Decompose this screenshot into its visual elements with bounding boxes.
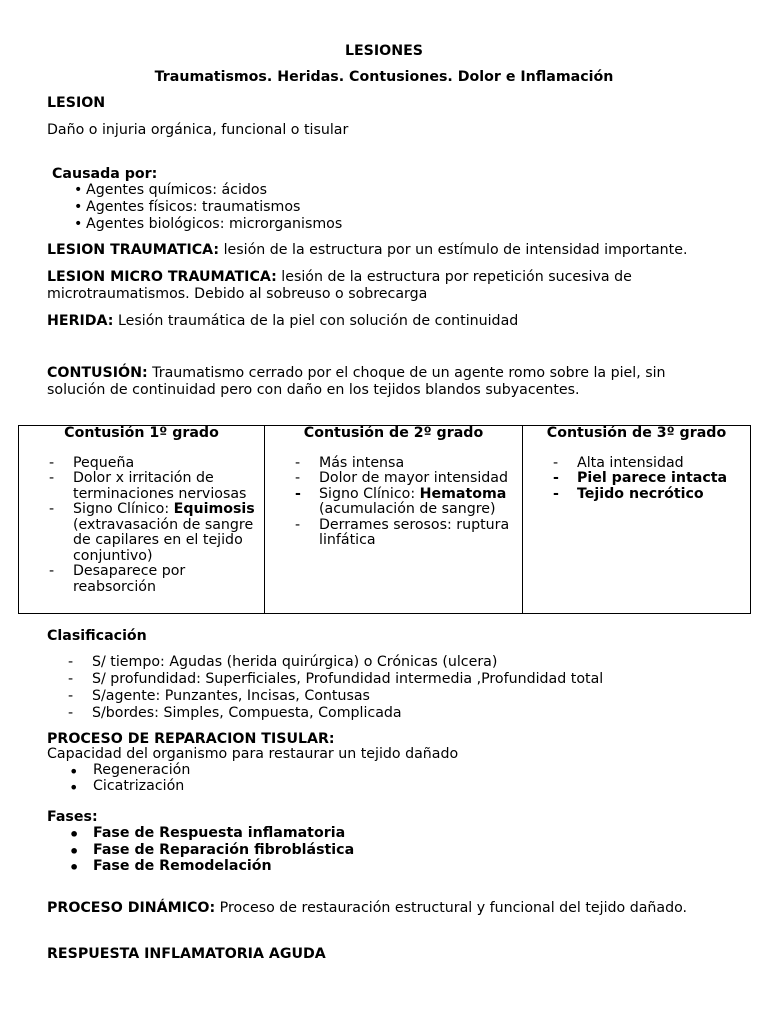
contusion-grades-table	[18, 425, 751, 614]
fase-item: • Fase de Reparación fibroblástica	[93, 843, 354, 859]
lesion-definition: Daño o injuria orgánica, funcional o tisular	[47, 122, 349, 138]
list-item: - Alta intensidad	[523, 456, 750, 472]
item-text: Dolor x irritación de	[73, 470, 214, 487]
item-text: Signo Clínico:	[73, 501, 174, 518]
clasificacion-item: - S/ tiempo: Agudas (herida quirúrgica) o Crónicas (ulcera)	[92, 655, 497, 671]
definition-text: lesión de la estructura por repetición sucesiva de	[276, 269, 632, 285]
fase-item: • Fase de Remodelación	[93, 859, 272, 875]
reparacion-heading: PROCESO DE REPARACION TISULAR:	[47, 731, 335, 747]
item-text: linfática	[319, 532, 376, 549]
item-text: (extravasación de sangre	[73, 516, 254, 533]
list-item: - Más intensa	[265, 456, 522, 472]
reparacion-definition: Capacidad del organismo para restaurar un tejido dañado	[47, 746, 459, 762]
item-bold: Equimosis	[173, 501, 255, 518]
contusion-continued: solución de continuidad pero con daño en los tejidos blandos subyacentes.	[47, 382, 580, 398]
lesion-traumatica-paragraph	[47, 243, 687, 259]
term: HERIDA:	[47, 313, 114, 329]
list-item: - Dolor de mayor intensidad	[265, 471, 522, 487]
clasificacion-item: - S/ profundidad: Superficiales, Profundidad intermedia ,Profundidad total	[92, 672, 603, 688]
grade-2-cell	[265, 426, 523, 614]
reparacion-item: • Regeneración	[93, 763, 190, 779]
item-text: (acumulación de sangre)	[319, 501, 496, 518]
cause-item: • Agentes biológicos: microrganismos	[86, 217, 342, 233]
item-text: reabsorción	[73, 578, 156, 595]
definition-text: Proceso de restauración estructural y funcional del tejido dañado.	[215, 900, 688, 916]
contusion-paragraph	[47, 366, 666, 382]
item-text: Signo Clínico:	[319, 485, 420, 502]
cause-item: • Agentes físicos: traumatismos	[86, 200, 300, 216]
item-text: de capilares en el tejido	[73, 532, 243, 549]
clasificacion-item: - S/agente: Punzantes, Incisas, Contusas	[92, 689, 370, 705]
item-text: terminaciones nerviosas	[73, 485, 247, 502]
document-subtitle: Traumatismos. Heridas. Contusiones. Dolor e Inflamación	[154, 69, 614, 85]
grade-3-header: Contusión de 3º grado	[546, 425, 727, 441]
list-item	[265, 487, 522, 518]
definition-text: Traumatismo cerrado por el choque de un agente romo sobre la piel, sin	[147, 365, 666, 381]
list-item: - Pequeña	[19, 456, 264, 472]
herida-paragraph	[47, 314, 518, 330]
grade-2-list	[265, 456, 522, 549]
term: LESION TRAUMATICA:	[47, 242, 220, 258]
list-item	[19, 564, 264, 595]
item-text: conjuntivo)	[73, 547, 153, 564]
term: LESION MICRO TRAUMATICA:	[47, 269, 277, 285]
list-item	[265, 518, 522, 549]
grade-2-header: Contusión de 2º grado	[303, 425, 484, 441]
term: PROCESO DINÁMICO:	[47, 900, 216, 916]
lesion-micro-continued: microtraumatismos. Debido al sobreuso o sobrecarga	[47, 286, 428, 302]
item-bold: Hematoma	[419, 485, 507, 502]
lesion-micro-paragraph	[47, 270, 632, 286]
item-text: Derrames serosos: ruptura	[319, 516, 510, 533]
list-item	[19, 502, 264, 564]
clasificacion-item: - S/bordes: Simples, Compuesta, Complicada	[92, 706, 402, 722]
term: CONTUSIÓN:	[47, 365, 148, 381]
list-item: - Piel parece intacta	[523, 471, 750, 487]
grade-1-header: Contusión 1º grado	[64, 425, 219, 441]
grade-1-list	[19, 456, 264, 596]
grade-3-cell	[523, 426, 751, 614]
reparacion-item: • Cicatrización	[93, 779, 184, 795]
lesion-heading: LESION	[47, 95, 106, 111]
list-item: - Tejido necrótico	[523, 487, 750, 503]
item-text: Desaparece por	[73, 563, 186, 580]
definition-text: lesión de la estructura por un estímulo de intensidad importante.	[219, 242, 688, 258]
fases-heading: Fases:	[47, 809, 98, 825]
cause-item: • Agentes químicos: ácidos	[86, 183, 267, 199]
list-item	[19, 471, 264, 502]
dinamico-paragraph	[47, 901, 687, 917]
fase-item: • Fase de Respuesta inflamatoria	[93, 826, 345, 842]
grade-1-cell	[19, 426, 265, 614]
clasificacion-heading: Clasificación	[47, 628, 147, 644]
grade-3-list	[523, 456, 750, 503]
respuesta-heading: RESPUESTA INFLAMATORIA AGUDA	[47, 946, 326, 962]
definition-text: Lesión traumática de la piel con solución de continuidad	[113, 313, 519, 329]
causada-label: Causada por:	[52, 166, 158, 182]
document-title: LESIONES	[344, 43, 424, 59]
